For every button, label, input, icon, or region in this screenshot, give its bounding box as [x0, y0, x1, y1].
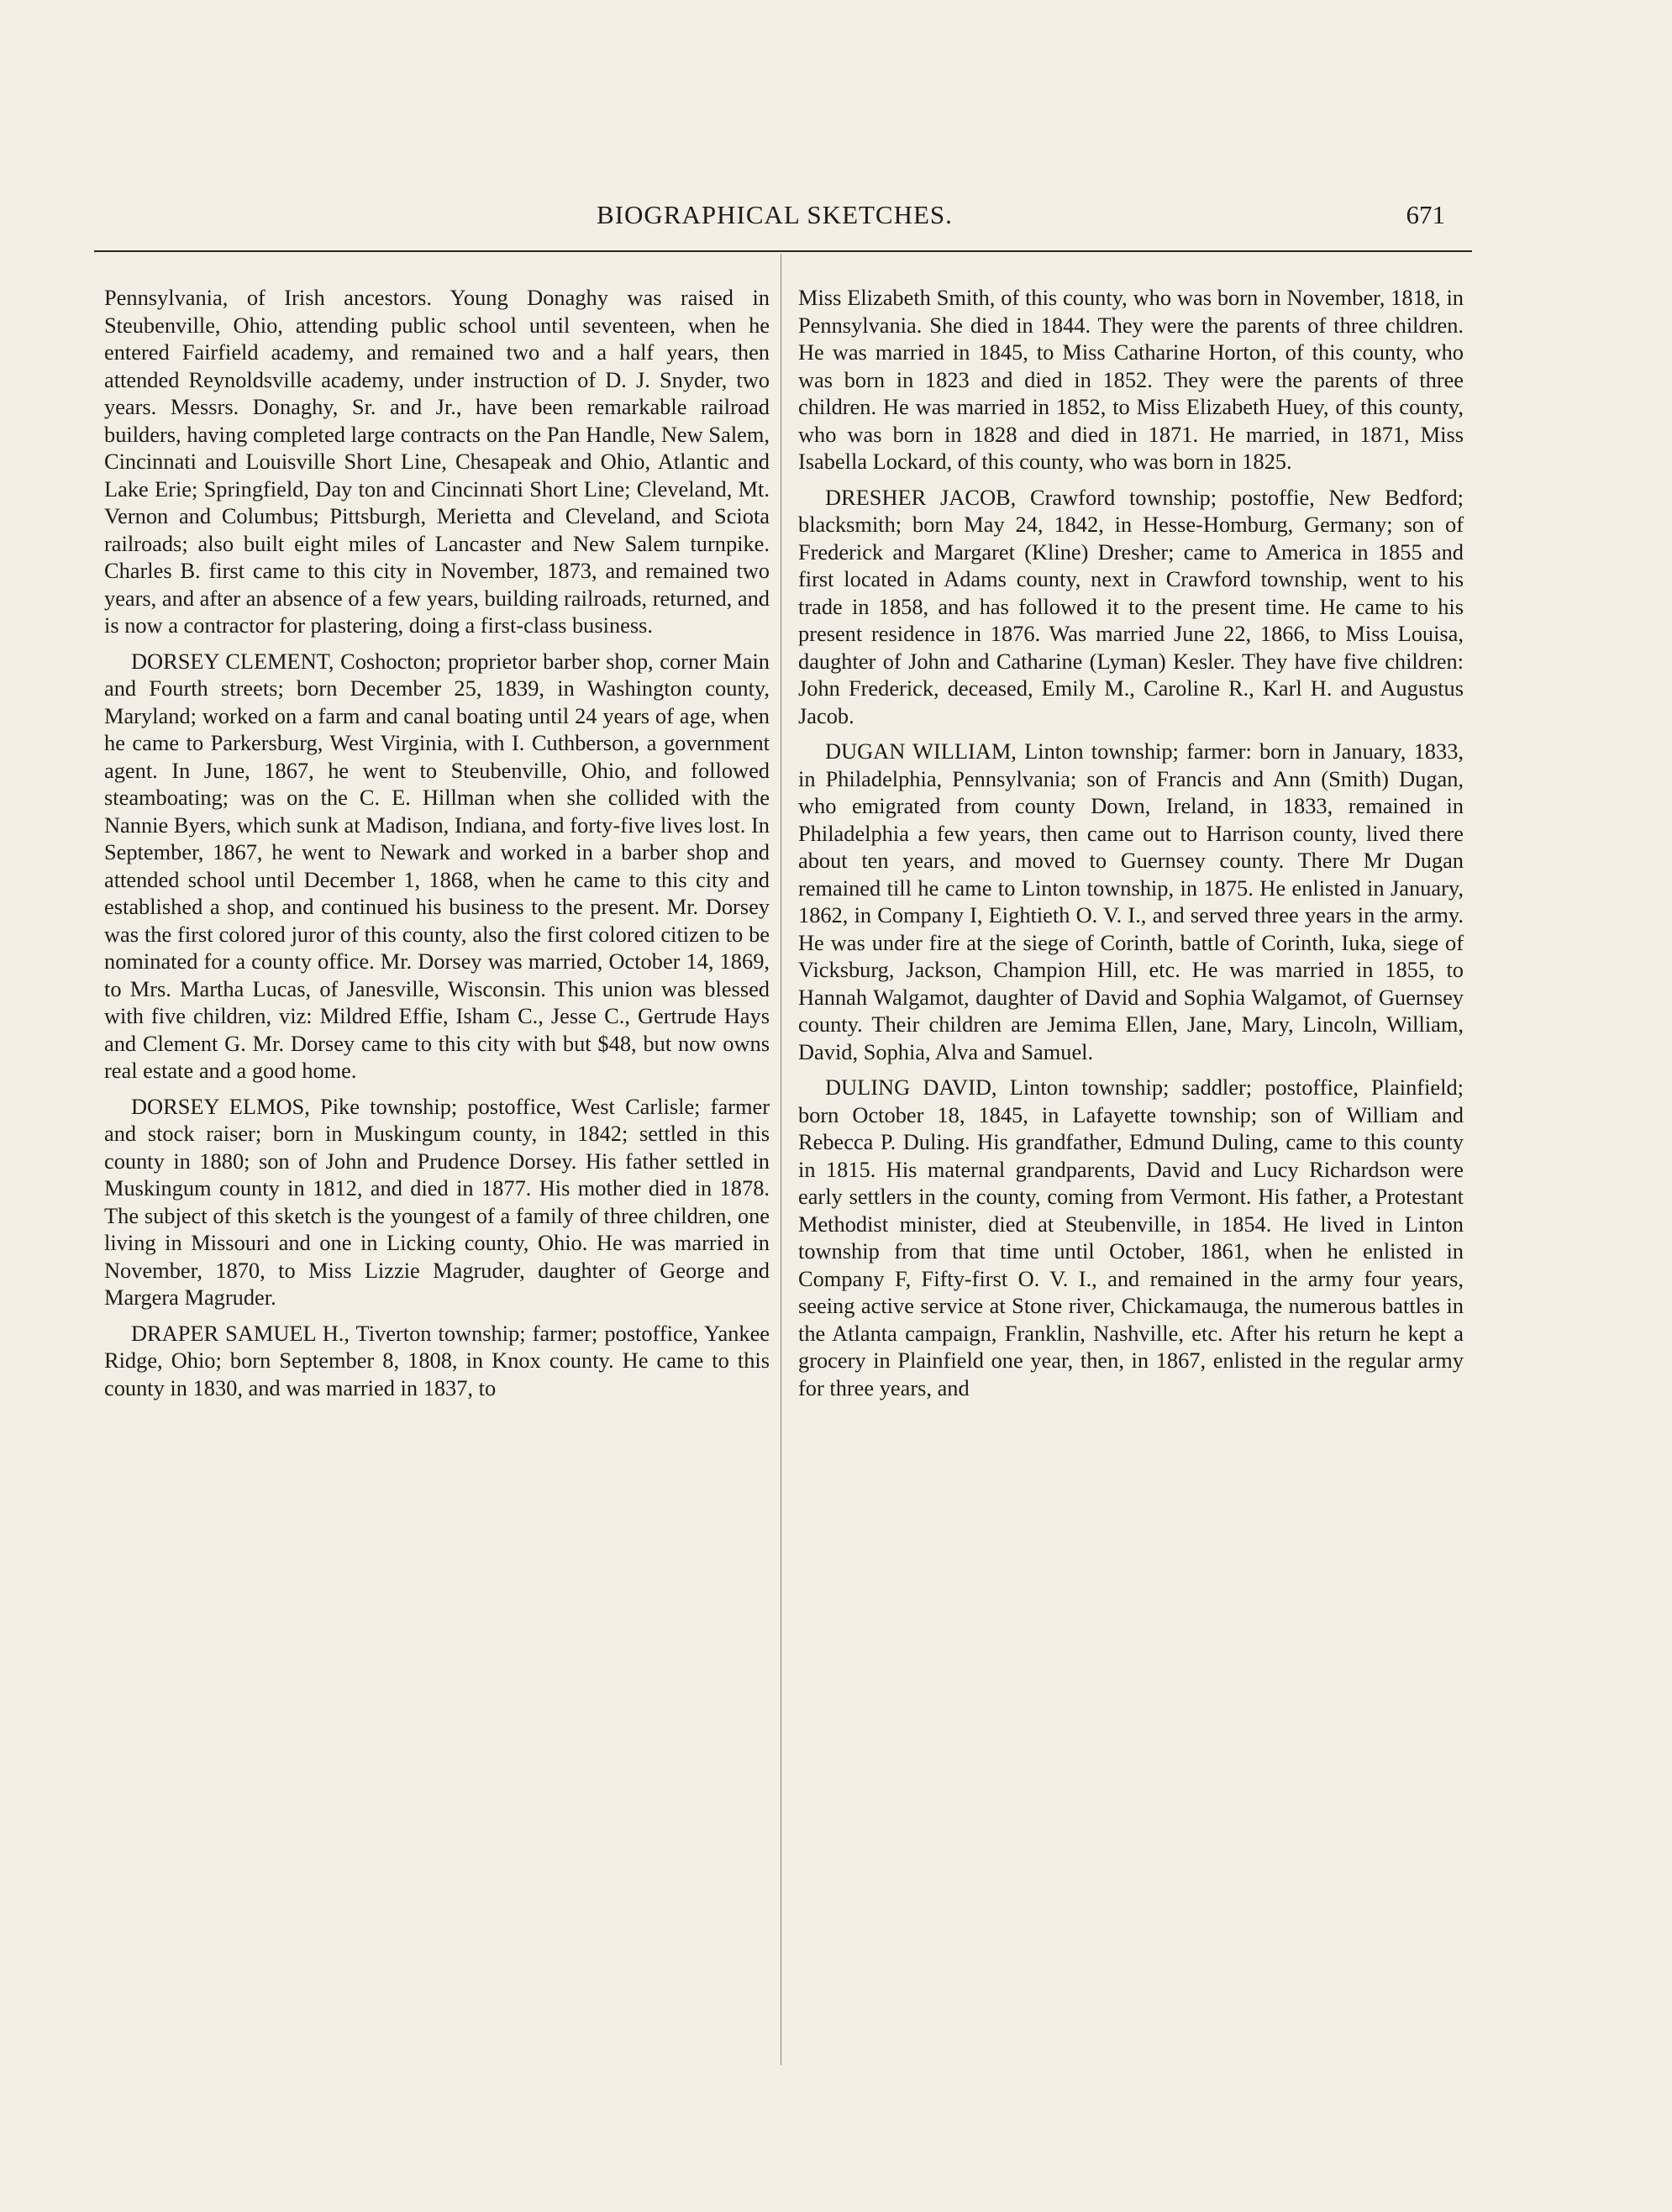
- left-column: [104, 284, 770, 1410]
- text-paragraph: DORSEY ELMOS, Pike township; postoffice, West Carlisle; farmer and stock raiser; born in Muskingum county, in 1842; settled in this county in 1880; son of John and Prudence Dorsey. His father settled in Muskingum county in 1812, and died in 1877. His mother died in 1878. The subject of this sketch is the youngest of a family of three children, one living in Missouri and one in Licking county, Ohio. He was married in November, 1870, to Miss Lizzie Magruder, daughter of George and Margera Magruder.: [104, 1093, 770, 1310]
- right-column: [798, 284, 1464, 1410]
- text-paragraph: DUGAN WILLIAM, Linton township; farmer: born in January, 1833, in Philadelphia, Pennsylvania; son of Francis and Ann (Smith) Dugan, who emigrated from county Down, Ireland, in 1833, remained in Philadelphia a few years, then came out to Harrison county, lived there about ten years, and moved to Guernsey county. There Mr Dugan remained till he came to Linton township, in 1875. He enlisted in January, 1862, in Company I, Eightieth O. V. I., and served three years in the army. He was under fire at the siege of Corinth, battle of Corinth, Iuka, siege of Vicksburg, Jackson, Champion Hill, etc. He was married in 1855, to Hannah Walgamot, daughter of David and Sophia Walgamot, of Guernsey county. Their children are Jemima Ellen, Jane, Mary, Lincoln, William, David, Sophia, Alva and Samuel.: [798, 738, 1464, 1064]
- text-paragraph: DRAPER SAMUEL H., Tiverton township; farmer; postoffice, Yankee Ridge, Ohio; born September 8, 1808, in Knox county. He came to this county in 1830, and was married in 1837, to: [104, 1320, 770, 1400]
- header-rule: [94, 250, 1472, 252]
- header-title: BIOGRAPHICAL SKETCHES.: [597, 200, 953, 229]
- page-number: 671: [1406, 200, 1445, 229]
- text-paragraph: Pennsylvania, of Irish ancestors. Young Donaghy was raised in Steubenville, Ohio, attending public school until seventeen, when he entered Fairfield academy, and remained two and a half years, then attended Reynoldsville academy, under instruction of D. J. Snyder, two years. Messrs. Donaghy, Sr. and Jr., have been remarkable railroad builders, having completed large contracts on the Pan Handle, New Salem, Cincinnati and Louisville Short Line, Chesapeak and Ohio, Atlantic and Lake Erie; Springfield, Day ton and Cincinnati Short Line; Cleveland, Mt. Vernon and Columbus; Pittsburgh, Merietta and Cleveland, and Sciota railroads; also built eight miles of Lancaster and New Salem turnpike. Charles B. first came to this city in November, 1873, and remained two years, and after an absence of a few years, building railroads, returned, and is now a contractor for plastering, doing a first-class business.: [104, 285, 770, 638]
- running-header: [104, 200, 1445, 237]
- text-paragraph: DORSEY CLEMENT, Coshocton; proprietor barber shop, corner Main and Fourth streets; born December 25, 1839, in Washington county, Maryland; worked on a farm and canal boating until 24 years of age, when he came to Parkersburg, West Virginia, with I. Cuthberson, a government agent. In June, 1867, he went to Steubenville, Ohio, and followed steamboating; was on the C. E. Hillman when she collided with the Nannie Byers, which sunk at Madison, Indiana, and forty-five lives lost. In September, 1867, he went to Newark and worked in a barber shop and attended school until December 1, 1868, when he came to this city and established a shop, and continued his business to the present. Mr. Dorsey was the first colored juror of this county, also the first colored citizen to be nominated for a county office. Mr. Dorsey was married, October 14, 1869, to Mrs. Martha Lucas, of Janesville, Wisconsin. This union was blessed with five children, viz: Mildred Effie, Isham C., Jesse C., Gertrude Hays and Clement G. Mr. Dorsey came to this city with but $48, but now owns real estate and a good home.: [104, 648, 770, 1083]
- text-paragraph: DRESHER JACOB, Crawford township; postoffie, New Bedford; blacksmith; born May 24, 1842, in Hesse-Homburg, Germany; son of Frederick and Margaret (Kline) Dresher; came to America in 1855 and first located in Adams county, next in Crawford township, went to his trade in 1858, and has followed it to the present time. He came to his present residence in 1876. Was married June 22, 1866, to Miss Louisa, daughter of John and Catharine (Lyman) Kesler. They have five children: John Frederick, deceased, Emily M., Caroline R., Karl H. and Augustus Jacob.: [798, 484, 1464, 728]
- text-paragraph: DULING DAVID, Linton township; saddler; postoffice, Plainfield; born October 18, 1845, in Lafayette township; son of William and Rebecca P. Duling. His grandfather, Edmund Duling, came to this county in 1815. His maternal grandparents, David and Lucy Richardson were early settlers in the county, coming from Vermont. His father, a Protestant Methodist minister, died at Steubenville, in 1854. He lived in Linton township from that time until October, 1861, when he enlisted in Company F, Fifty-first O. V. I., and remained in the army four years, seeing active service at Stone river, Chickamauga, the numerous battles in the Atlanta campaign, Franklin, Nashville, etc. After his return he kept a grocery in Plainfield one year, then, in 1867, enlisted in the regular army for three years, and: [798, 1074, 1464, 1400]
- text-paragraph: Miss Elizabeth Smith, of this county, who was born in November, 1818, in Pennsylvania. She died in 1844. They were the parents of three children. He was married in 1845, to Miss Catharine Horton, of this county, who was born in 1823 and died in 1852. They were the parents of three children. He was married in 1852, to Miss Elizabeth Huey, of this county, who was born in 1828 and died in 1871. He married, in 1871, Miss Isabella Lockard, of this county, who was born in 1825.: [798, 285, 1464, 474]
